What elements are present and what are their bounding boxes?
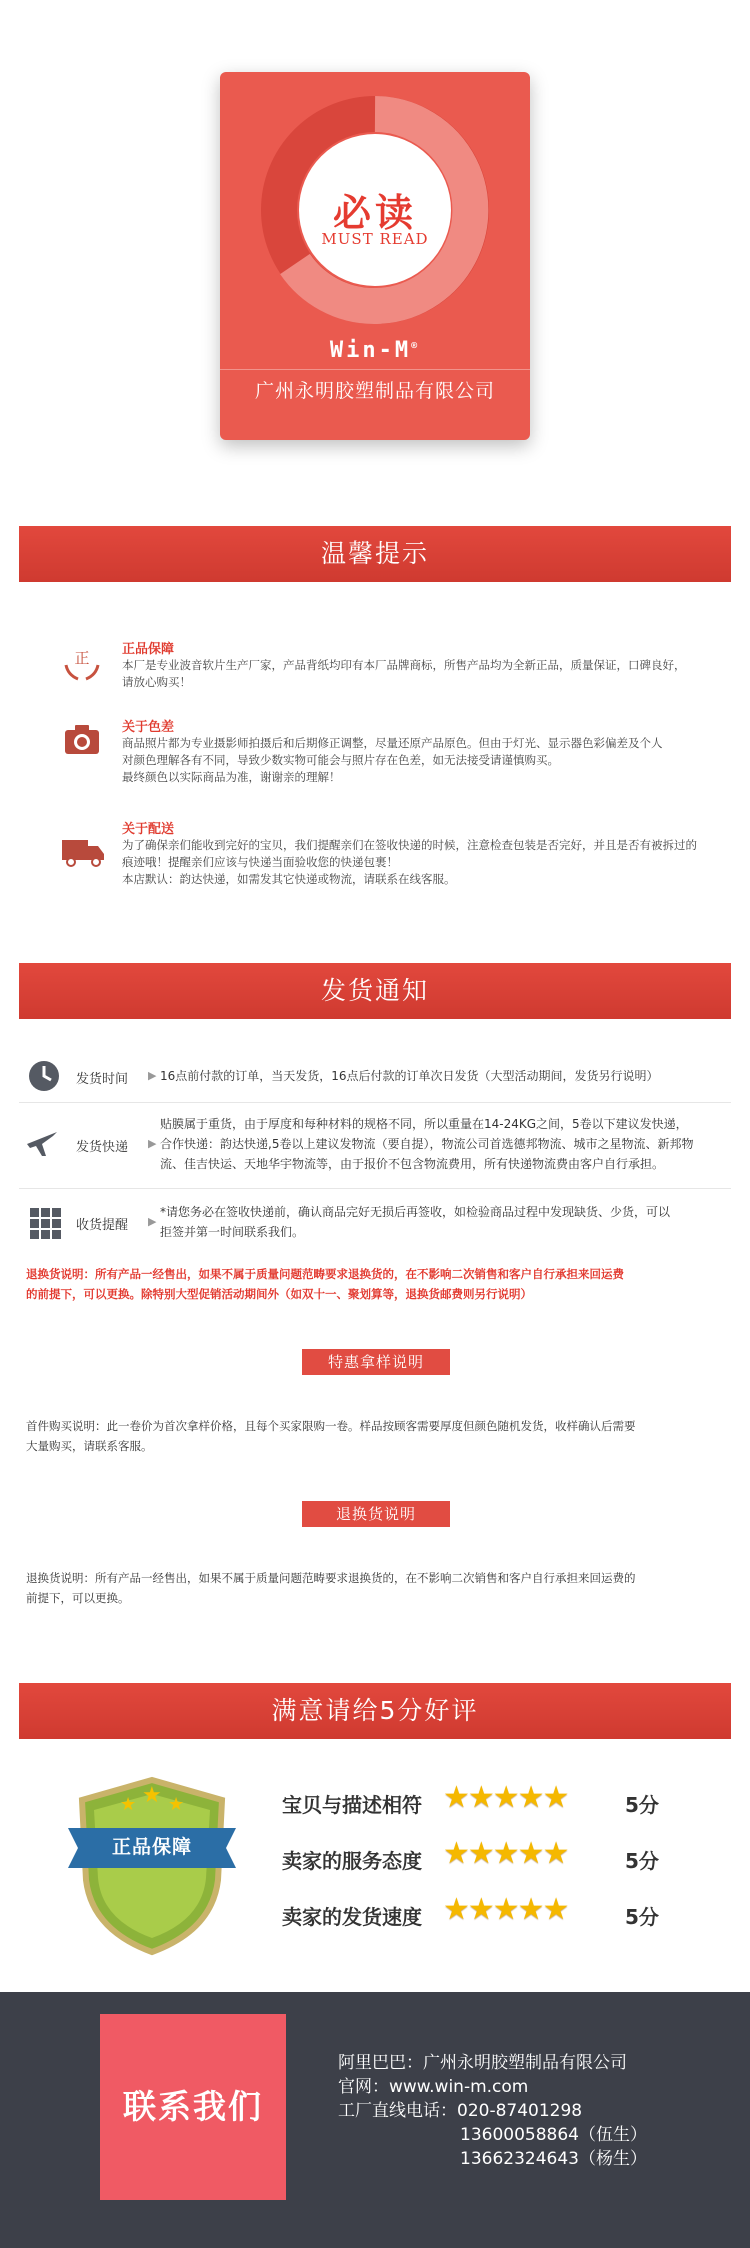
- card-divider: [220, 369, 530, 370]
- note-line: 退换货说明：所有产品一经售出，如果不属于质量问题范畴要求退换货的，在不影响二次销售和客户自行承担来回运费: [26, 1267, 624, 1281]
- card-company-name: 广州永明胶塑制品有限公司: [254, 380, 495, 402]
- ship-line: *请您务必在签收快递前，确认商品完好无损后再签收，如检验商品过程中发现缺货、少货，可以: [160, 1205, 671, 1219]
- ship-label-receive: 收货提醒: [76, 1218, 129, 1233]
- svg-text:★: ★: [120, 1794, 137, 1815]
- svg-text:★: ★: [142, 1783, 162, 1808]
- tip-line: 为了确保亲们能收到完好的宝贝，我们提醒亲们在签收快递的时候，注意检查包装是否完好，并且是否有被拆过的: [122, 838, 697, 852]
- ship-line: 拒签并第一时间联系我们。: [160, 1225, 305, 1239]
- para-line: 前提下，可以更换。: [26, 1591, 130, 1605]
- brand-logo-text: Win-M: [329, 338, 412, 363]
- rating-stars-description: ★★★★★: [443, 1780, 568, 1815]
- ship-divider: [19, 1102, 731, 1103]
- ship-arrow-icon: ▶: [148, 1215, 157, 1228]
- svg-text:正: 正: [74, 649, 90, 667]
- rating-label-service: 卖家的服务态度: [282, 1849, 422, 1873]
- rating-stars-service: ★★★★★: [443, 1836, 568, 1871]
- return-policy-note: [26, 1264, 736, 1304]
- tip-genuine-title: 正品保障: [122, 642, 175, 657]
- tip-line: 本店默认：韵达快递，如需发其它快递或物流，请联系在线客服。: [122, 872, 456, 886]
- footer-mobile-2: 13662324643（杨生）: [460, 2149, 647, 2169]
- ship-label-courier: 发货快递: [76, 1140, 129, 1155]
- tip-line: 商品照片都为专业摄影师拍摄后和后期修正调整，尽量还原产品原色。但由于灯光、显示器色彩偏差及个人: [122, 736, 663, 750]
- ship-label-time: 发货时间: [76, 1072, 129, 1087]
- ship-line: 贴膜属于重货，由于厚度和每种材料的规格不同，所以重量在14-24KG之间，5卷以下建议发快递，: [160, 1117, 688, 1131]
- tip-line: 本厂是专业波音软片生产厂家，产品背纸均印有本厂品牌商标，所售产品均为全新正品，质量保证，口碑良好，: [122, 658, 686, 672]
- note-line: 的前提下，可以更换。除特别大型促销活动期间外（如双十一、聚划算等，退换货邮费则另行说明）: [26, 1287, 532, 1301]
- footer-website[interactable]: 官网：www.win-m.com: [338, 2077, 529, 2097]
- ship-line: 流、佳吉快运、天地华宇物流等，由于报价不包含物流费用，所有快递物流费由客户自行承担。: [160, 1157, 665, 1171]
- ship-line: 合作快递：韵达快递,5卷以上建议发物流（要自提），物流公司首选德邦物流、城市之星物流、新邦物: [160, 1137, 694, 1151]
- must-read-title: 必读: [332, 191, 417, 235]
- tip-line: 对颜色理解各有不同，导致少数实物可能会与照片存在色差，如无法接受请谨慎购买。: [122, 753, 559, 767]
- para-line: 退换货说明：所有产品一经售出，如果不属于质量问题范畴要求退换货的，在不影响二次销售和客户自行承担来回运费的: [26, 1571, 636, 1585]
- brand-logo: [220, 338, 530, 363]
- rating-score-shipping: 5分: [625, 1905, 659, 1929]
- ship-text-time: [160, 1066, 735, 1086]
- airplane-icon: [24, 1124, 60, 1160]
- badge-text: 正品保障: [111, 1836, 192, 1858]
- ship-arrow-icon: ▶: [148, 1137, 157, 1150]
- rating-banner: 满意请给5分好评: [19, 1683, 731, 1739]
- ship-text-receive: [160, 1202, 735, 1242]
- brand-registered-mark: ®: [411, 340, 421, 352]
- footer-mobile-1: 13600058864（伍生）: [460, 2125, 647, 2145]
- ship-arrow-icon: ▶: [148, 1069, 157, 1082]
- ship-text-courier: [160, 1114, 735, 1174]
- rating-score-description: 5分: [625, 1793, 659, 1817]
- contact-footer: [0, 1992, 750, 2248]
- return-description: [26, 1568, 736, 1608]
- tip-color-body: [122, 735, 742, 786]
- genuine-hands-icon: [62, 643, 102, 683]
- genuine-shield-badge: [62, 1770, 242, 1960]
- ship-divider: [19, 1188, 731, 1189]
- footer-factory-phone: 工厂直线电话：020-87401298: [338, 2101, 583, 2121]
- must-read-subtitle: MUST READ: [321, 230, 429, 248]
- tip-line: 最终颜色以实际商品为准，谢谢亲的理解！: [122, 770, 341, 784]
- return-tag: 退换货说明: [302, 1501, 450, 1527]
- rating-score-service: 5分: [625, 1849, 659, 1873]
- rating-label-shipping: 卖家的发货速度: [282, 1905, 422, 1929]
- rating-stars-shipping: ★★★★★: [443, 1892, 568, 1927]
- tip-line: 痕迹哦！提醒亲们应该与快递当面验收您的快递包裹！: [122, 855, 398, 869]
- sample-description: [26, 1416, 736, 1456]
- ship-line: 16点前付款的订单，当天发货，16点后付款的订单次日发货（大型活动期间，发货另行说明）: [160, 1069, 659, 1083]
- grid-icon: [28, 1206, 64, 1242]
- tip-delivery-body: [122, 837, 747, 888]
- tip-genuine-body: [122, 657, 742, 691]
- rating-label-description: 宝贝与描述相符: [282, 1793, 422, 1817]
- sample-tag: 特惠拿样说明: [302, 1349, 450, 1375]
- tip-delivery-title: 关于配送: [122, 822, 175, 837]
- tips-banner: 温馨提示: [19, 526, 731, 582]
- tip-color-title: 关于色差: [122, 720, 175, 735]
- para-line: 首件购买说明：此一卷价为首次拿样价格，且每个买家限购一卷。样品按顾客需要厚度但颜色随机发货，收样确认后需要: [26, 1419, 636, 1433]
- contact-us-box: 联系我们: [100, 2014, 286, 2200]
- footer-alibaba: 阿里巴巴：广州永明胶塑制品有限公司: [338, 2053, 627, 2073]
- camera-icon: [62, 720, 102, 760]
- truck-icon: [60, 830, 106, 870]
- shipping-banner: 发货通知: [19, 963, 731, 1019]
- tip-line: 请放心购买！: [122, 675, 191, 689]
- clock-icon: [26, 1058, 62, 1094]
- para-line: 大量购买，请联系客服。: [26, 1439, 153, 1453]
- must-read-card: [220, 72, 530, 440]
- svg-text:★: ★: [168, 1794, 185, 1815]
